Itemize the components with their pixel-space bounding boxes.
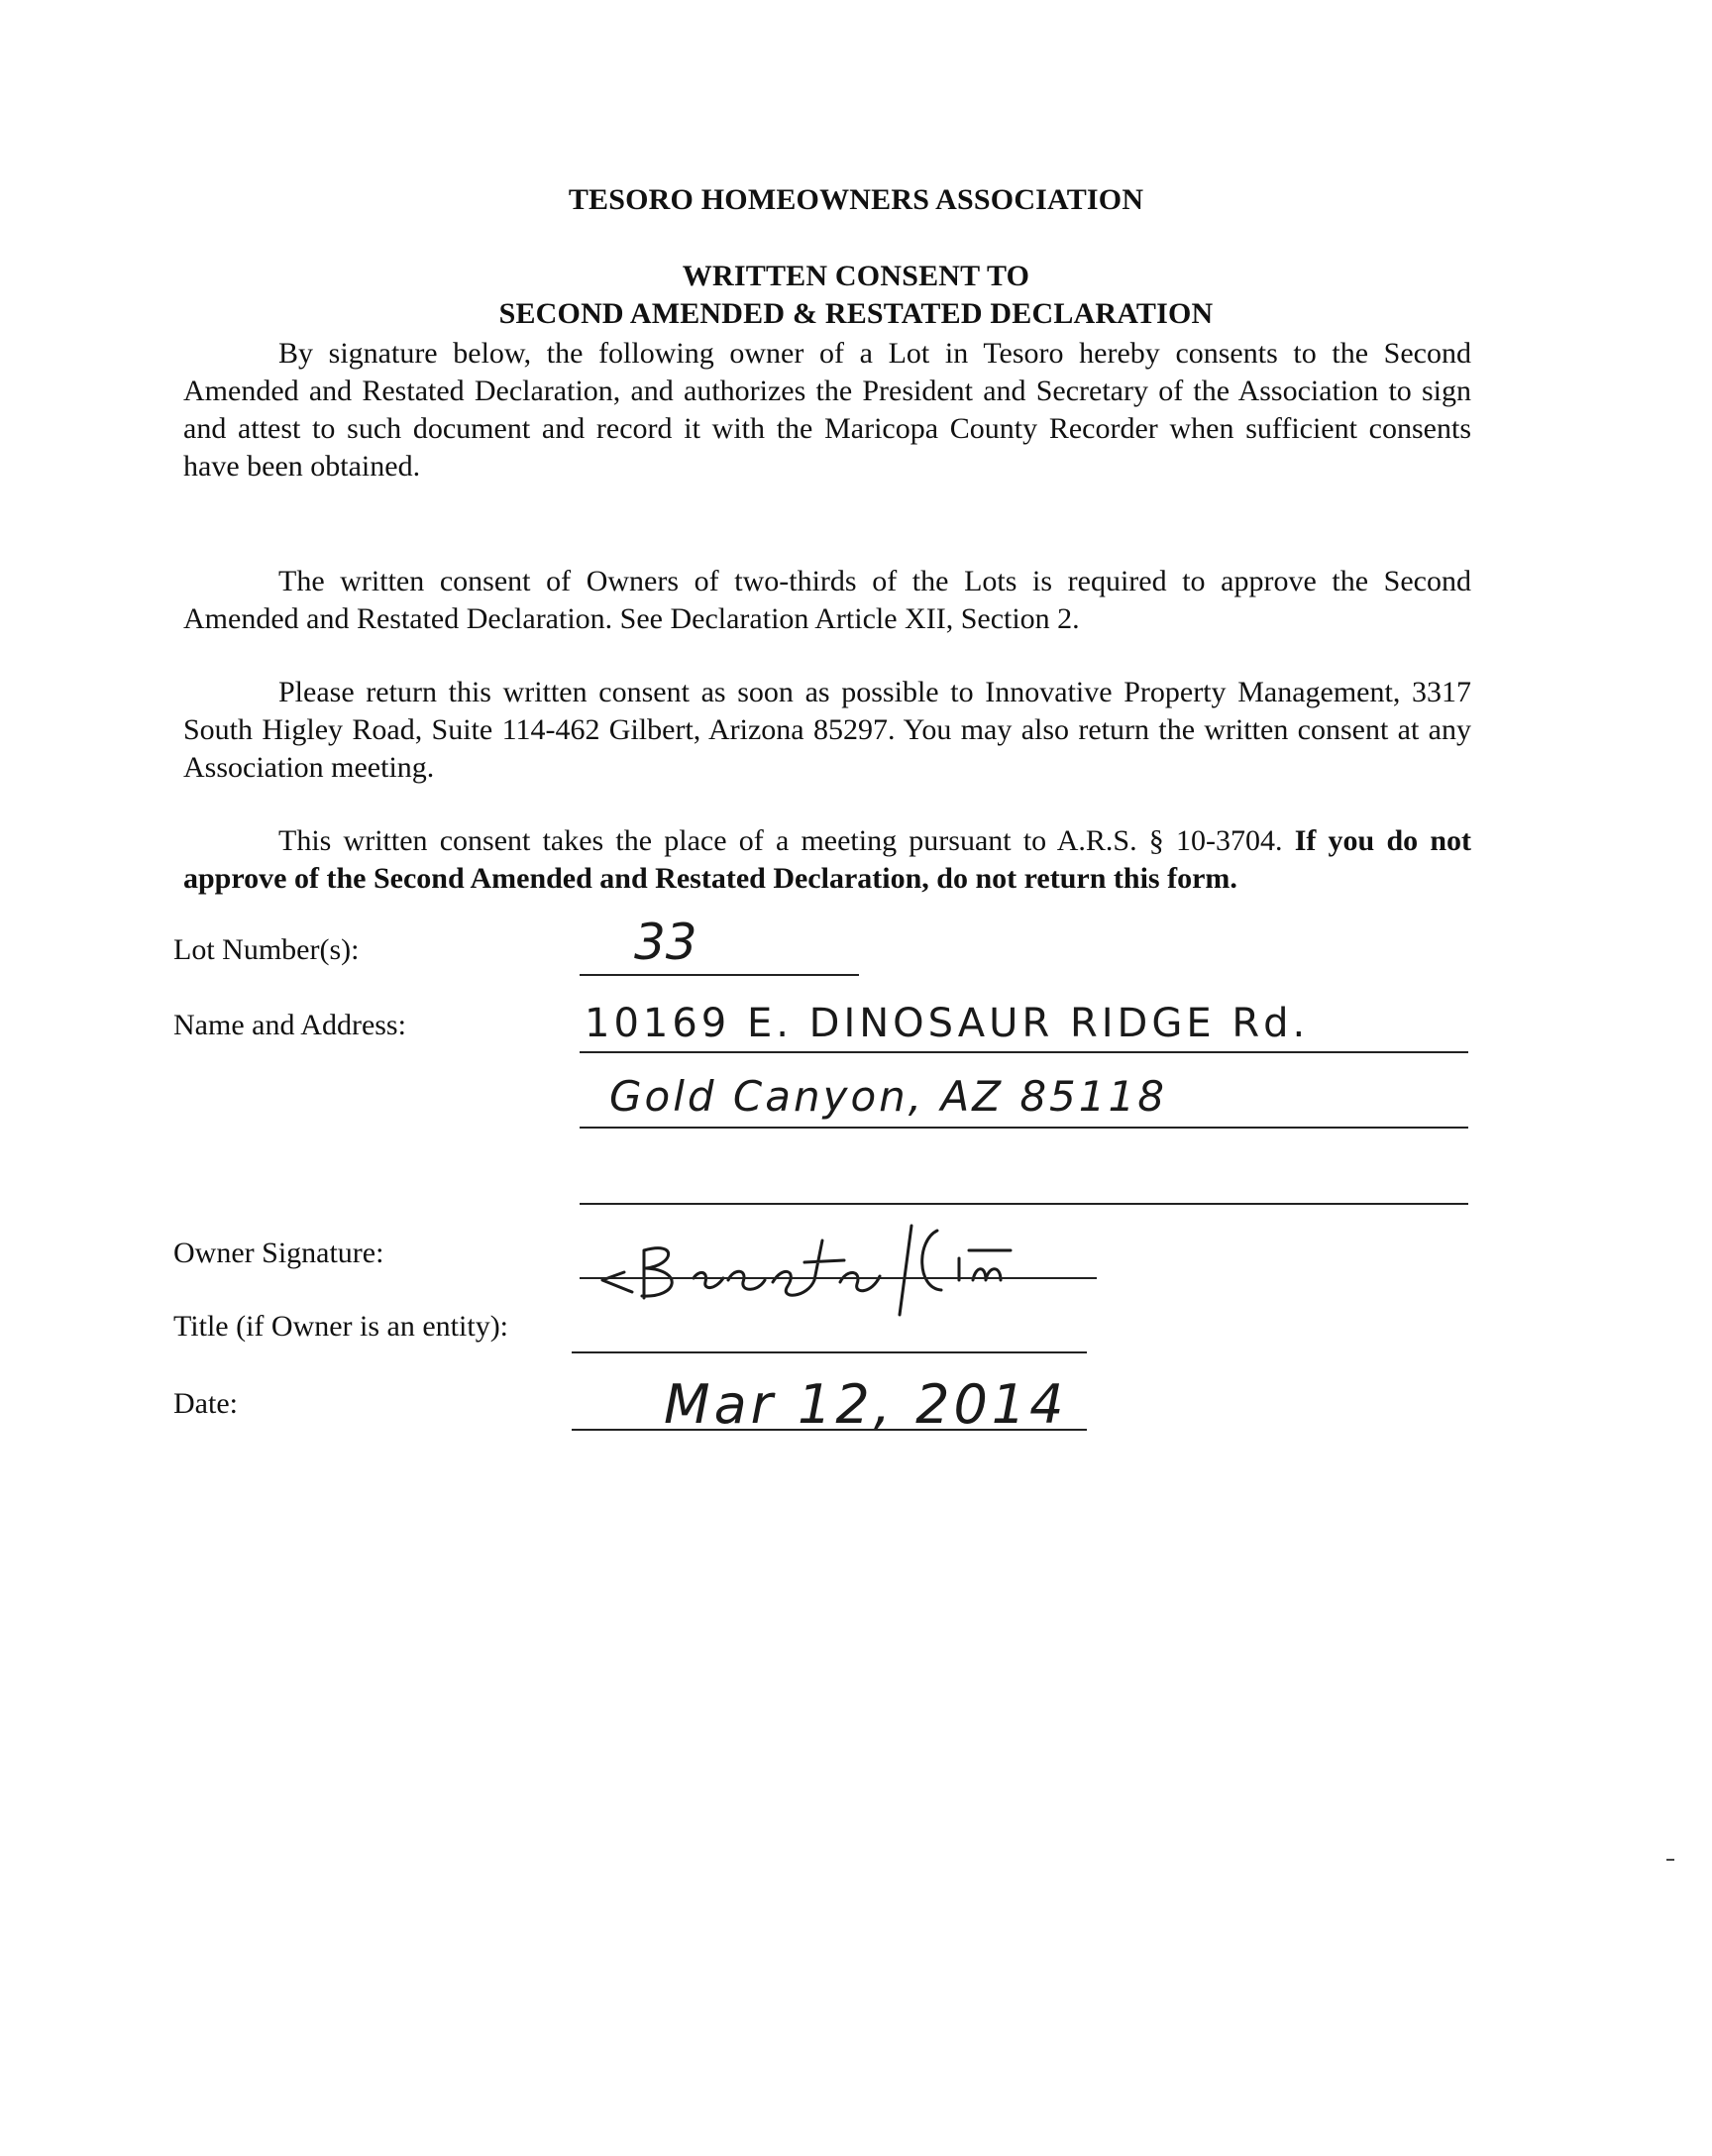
- owner-signature-line: [580, 1277, 1097, 1279]
- address-line-2: [580, 1127, 1468, 1129]
- address-line-2-value[interactable]: Gold Canyon, AZ 85118: [609, 1072, 1167, 1121]
- address-line-1-value[interactable]: 10169 E. DINOSAUR RIDGE Rd.: [585, 1001, 1310, 1046]
- date-label: Date:: [173, 1387, 238, 1420]
- date-value[interactable]: Mar 12, 2014: [664, 1373, 1068, 1436]
- meeting-notice-paragraph: [183, 822, 1471, 898]
- form-title-line-2: SECOND AMENDED & RESTATED DECLARATION: [498, 297, 1214, 330]
- approval-requirement-text: The written consent of Owners of two-thirds of the Lots is required to approve the Second Amended and Restated Declaration. See Declaration Article XII, Section 2.: [183, 565, 1471, 635]
- lot-number-line: [580, 974, 859, 976]
- owner-signature-label: Owner Signature:: [173, 1237, 384, 1269]
- owner-title-line[interactable]: [572, 1351, 1087, 1353]
- address-line-3: [580, 1203, 1468, 1205]
- date-line: [572, 1429, 1087, 1431]
- owner-title-label: Title (if Owner is an entity):: [173, 1310, 509, 1343]
- consent-paragraph: [183, 335, 1471, 485]
- return-instructions-paragraph: [183, 674, 1471, 787]
- consent-paragraph-text: By signature below, the following owner of a Lot in Tesoro hereby consents to the Second Amended and Restated Declaration, and authorizes the President and Secretary of the Association to sign and attest to such document and record it with the Maricopa County Recorder when sufficient consents have been obtained.: [183, 337, 1471, 483]
- lot-number-value[interactable]: 33: [634, 914, 697, 971]
- approval-requirement-paragraph: [183, 563, 1471, 638]
- form-title-line-1: WRITTEN CONSENT TO: [682, 260, 1030, 292]
- lot-number-label: Lot Number(s):: [173, 933, 360, 966]
- scan-mark: [1666, 1859, 1674, 1861]
- association-name: TESORO HOMEOWNERS ASSOCIATION: [568, 183, 1144, 216]
- disapproval-warning: If you do not approve of the Second Amended and Restated Declaration, do not return this form.: [183, 824, 1472, 895]
- name-address-label: Name and Address:: [173, 1009, 406, 1041]
- address-line-1: [580, 1051, 1468, 1053]
- meeting-notice-text: This written consent takes the place of a meeting pursuant to A.R.S. § 10-3704.: [278, 824, 1283, 857]
- owner-signature-image: [585, 1211, 1110, 1320]
- return-instructions-text: Please return this written consent as soon as possible to Innovative Property Management, 3317 South Higley Road, Suite 114-462 Gilbert, Arizona 85297. You may also return the written consent at any Association meeting.: [183, 676, 1471, 784]
